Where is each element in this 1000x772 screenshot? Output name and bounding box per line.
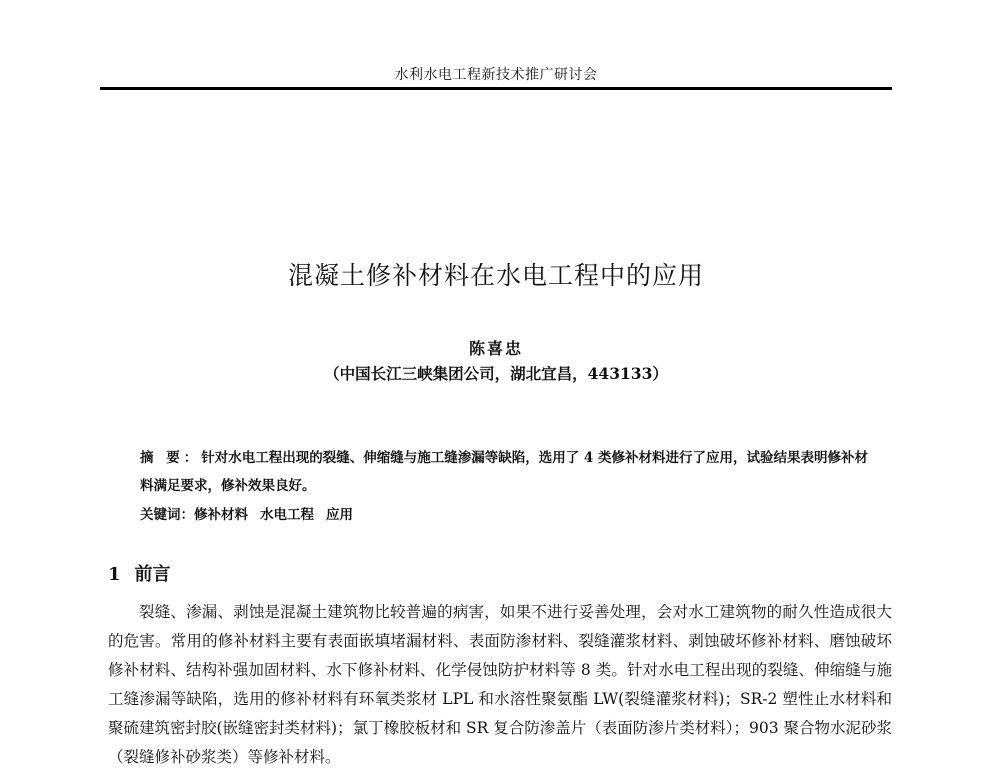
keyword-item: 水电工程 (260, 507, 314, 523)
author-name: 陈喜忠 (468, 339, 523, 358)
keyword-item: 应用 (326, 507, 353, 523)
abstract-text: 针对水电工程出现的裂缝、伸缩缝与施工缝渗漏等缺陷，选用了 4 类修补材料进行了应用，试验结果表明修补材料满足要求，修补效果良好。 (140, 450, 868, 494)
paper-title: 混凝土修补材料在水电工程中的应用 (287, 261, 704, 290)
abstract (140, 444, 870, 500)
abstract-label: 摘 要： (140, 450, 202, 466)
author-affiliation: （中国长江三峡集团公司，湖北宜昌，443133） (324, 364, 668, 383)
section-title: 前言 (134, 564, 171, 585)
header-rule (100, 87, 892, 90)
keywords (140, 503, 870, 523)
keywords-label: 关键词： (140, 507, 194, 523)
body-paragraph: 裂缝、渗漏、剥蚀是混凝土建筑物比较普遍的病害，如果不进行妥善处理，会对水工建筑物的耐久性造成很大的危害。常用的修补材料主要有表面嵌填堵漏材料、表面防渗材料、裂缝灌浆材料、剥蚀破坏修补材料、磨蚀破坏修补材料、结构补强加固材料、水下修补材料、化学侵蚀防护材料等 8 类。针对水电工程出现的裂缝、伸缩缝与施工缝渗漏等缺陷，选用的修补材料有环氧类浆材 LPL 和水溶性聚氨酯 LW(裂缝灌浆材料)；SR-2 塑性止水材料和聚硫建筑密封胶(嵌缝密封类材料)；氯丁橡胶板材和 SR 复合防渗盖片（表面防渗片类材料）；903 聚合物水泥砂浆（裂缝修补砂浆类）等修补材料。 (108, 603, 893, 766)
keyword-item: 修补材料 (194, 507, 248, 523)
section-number: 1 (108, 564, 121, 585)
section-heading (108, 560, 171, 586)
running-header: 水利水电工程新技术推广研讨会 (394, 67, 598, 83)
